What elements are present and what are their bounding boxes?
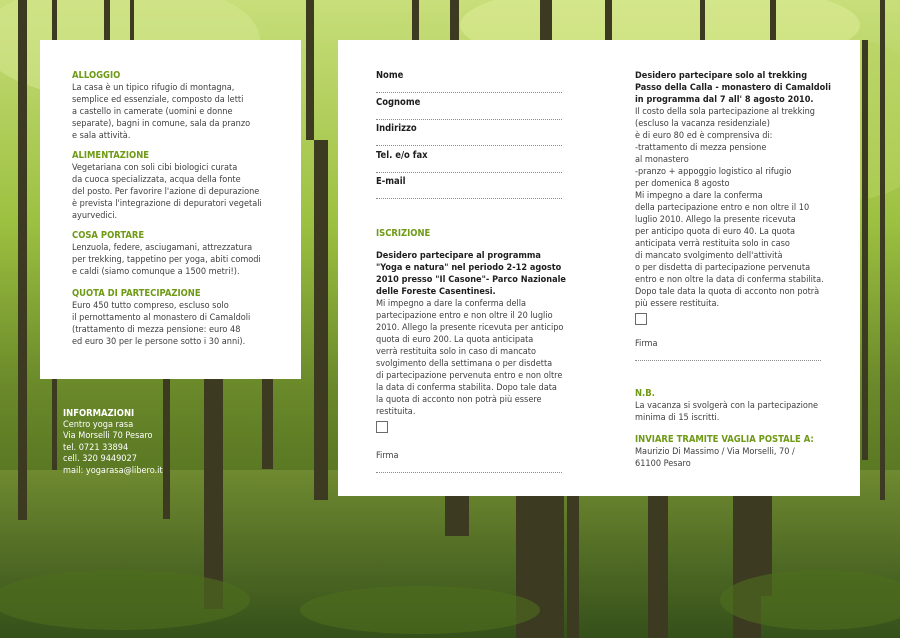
- program-title: Desidero partecipare al programma "Yoga e natura" nel periodo 2-12 agosto 2010 presso "Il Casone"- Parco Nazionale delle Foreste Casentinesi.: [376, 251, 566, 297]
- tel-fax-field[interactable]: [376, 172, 562, 173]
- program-firma-label: Firma: [376, 451, 399, 461]
- trekking-checkbox[interactable]: [635, 313, 647, 325]
- indirizzo-field[interactable]: [376, 145, 562, 146]
- left-info-panel: [40, 40, 301, 379]
- quota-text: Euro 450 tutto compreso, escluso solo il pernottamento al monastero di Camaldoli (trattamento di mezza pensione: euro 48 ed euro 30 per le persone sotto i 30 anni).: [72, 301, 251, 347]
- vaglia-heading: INVIARE TRAMITE VAGLIA POSTALE A:: [635, 434, 814, 445]
- nb-text: La vacanza si svolgerà con la partecipazione minima di 15 iscritti.: [635, 401, 819, 423]
- cognome-label: Cognome: [376, 97, 421, 108]
- quota-heading: QUOTA DI PARTECIPAZIONE: [72, 288, 201, 299]
- alloggio-heading: ALLOGGIO: [72, 70, 121, 81]
- tel-fax-label: Tel. e/o fax: [376, 150, 428, 161]
- cognome-field[interactable]: [376, 119, 562, 120]
- cosa-portare-heading: COSA PORTARE: [72, 230, 145, 241]
- informazioni-text: Centro yoga rasa Via Morselli 70 Pesaro tel. 0721 33894 cell. 320 9449027 mail: yogarasa@libero.it: [63, 419, 163, 476]
- trekking-title: Desidero partecipare solo al trekking Passo della Calla - monastero di Camaldoli in programma dal 7 all' 8 agosto 2010.: [635, 71, 831, 105]
- alloggio-text: La casa è un tipico rifugio di montagna, semplice ed essenziale, composto da letti a castello in camerate (uomini e donne separate), bagni in comune, sala da pranzo e sala attività.: [72, 83, 251, 141]
- alimentazione-text: Vegetariana con soli cibi biologici curata da cuoca specializzata, acqua della fonte del posto. Per favorire l'azione di depurazione è prevista l'integrazione di depuratori vegetali ayurvedici.: [72, 163, 262, 221]
- alimentazione-heading: ALIMENTAZIONE: [72, 150, 150, 161]
- nome-label: Nome: [376, 70, 404, 81]
- trekking-text: Il costo della sola partecipazione al trekking (escluso la vacanza residenziale) è di euro 80 ed è comprensiva di: -trattamento di mezza pensione al monastero -pranzo + appoggio logistico al rifugio per domenica 8 agosto Mi impegno a dare la conferma della partecipazione entro e non oltre il 10 luglio 2010. Allego la presente ricevuta per anticipo quota di euro 40. La quota anticipata verrà restituita solo in caso di mancato svolgimento dell'attività o per disdetta di partecipazione pervenuta entro e non oltre la data di conferma stabilita. Dopo tale data la quota di acconto non potrà più essere restituita.: [635, 107, 824, 309]
- registration-form-panel: [338, 40, 860, 496]
- vaglia-text: Maurizio Di Massimo / Via Morselli, 70 / 61100 Pesaro: [635, 447, 795, 469]
- program-checkbox[interactable]: [376, 421, 388, 433]
- informazioni-heading: INFORMAZIONI: [63, 408, 135, 419]
- email-label: E-mail: [376, 176, 406, 187]
- cosa-portare-text: Lenzuola, federe, asciugamani, attrezzatura per trekking, tappetino per yoga, abiti comodi e caldi (siamo comunque a 1500 metri!).: [72, 243, 261, 277]
- email-field[interactable]: [376, 198, 562, 199]
- indirizzo-label: Indirizzo: [376, 123, 417, 134]
- trekking-firma-field[interactable]: [635, 360, 821, 361]
- program-text: Mi impegno a dare la conferma della partecipazione entro e non oltre il 20 luglio 2010. Allego la presente ricevuta per anticipo quota di euro 200. La quota anticipata verrà restituita solo in caso di mancato svolgimento della settimana o per disdetta di partecipazione pervenuta entro e non oltre la data di conferma stabilita. Dopo tale data la quota di acconto non potrà più essere restituita.: [376, 299, 564, 417]
- iscrizione-heading: ISCRIZIONE: [376, 228, 431, 239]
- informazioni-block: [63, 408, 263, 478]
- trekking-firma-label: Firma: [635, 339, 658, 349]
- program-firma-field[interactable]: [376, 472, 562, 473]
- nb-heading: N.B.: [635, 388, 655, 399]
- nome-field[interactable]: [376, 92, 562, 93]
